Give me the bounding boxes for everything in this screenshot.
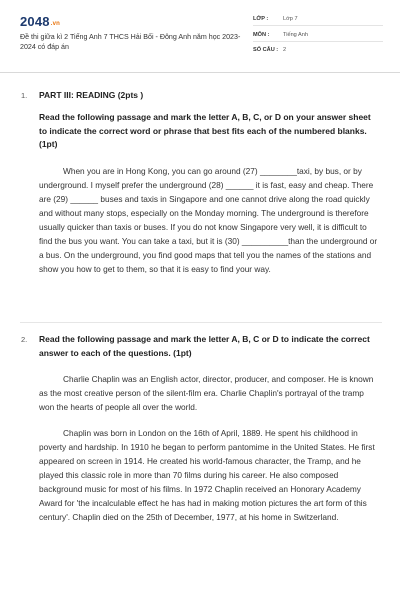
logo-text: 2048: [20, 14, 50, 29]
logo-suffix: .vn: [50, 21, 61, 27]
question-number: 2.: [21, 335, 28, 344]
question-divider: [20, 322, 382, 323]
meta-class-value: Lớp 7: [283, 16, 298, 22]
question-number: 1.: [21, 91, 28, 100]
question-instruction: Read the following passage and mark the letter A, B, C, or D on your answer sheet to indicate the correct word or phrase that best fits each of the numbered blanks. (1pt): [39, 112, 371, 150]
meta-subject-value: Tiếng Anh: [283, 32, 308, 38]
question-instruction: Read the following passage and mark the letter A, B, C or D to indicate the correct answer to each of the questions. (1pt): [39, 334, 370, 358]
meta-divider: [253, 41, 383, 42]
document-title: Đề thi giữa kì 2 Tiếng Anh 7 THCS Hải Bối - Đông Anh năm học 2023-2024 có đáp án: [20, 33, 241, 51]
meta-subject-label: MÔN :: [253, 32, 270, 38]
reading-passage-paragraph-2: Chaplin was born in London on the 16th of April, 1889. He spent his childhood in poverty and hardship. In 1910 he began to perform pantomime in the United States. He first appeared on screen in 1914. He created his world-famous character, the Tramp, and he played this classic role in more than 70 films during his career. He also composed background music for most of his films. In 1972 Chaplin received an Honorary Academy Award for 'the incalculable effect he has had in making motion pictures the art form of this century'. Chaplin died on the 25th of December, 1977, at his home in Switzerland.: [39, 428, 375, 522]
meta-class-label: LỚP :: [253, 16, 269, 22]
meta-count-value: 2: [283, 47, 287, 53]
site-logo[interactable]: [20, 14, 60, 29]
reading-passage-paragraph-1: Charlie Chaplin was an English actor, director, producer, and composer. He is known as the most creative person of the silent-film era. Charlie Chaplin's portrayal of the tramp won the hearts of people all over the world.: [39, 374, 374, 412]
meta-count-label: SỐ CÂU :: [253, 47, 279, 53]
part-heading: PART III: READING (2pts ): [39, 90, 144, 100]
reading-passage: When you are in Hong Kong, you can go around (27) ________taxi, by bus, or by underground. I myself prefer the underground (28) ______ it is fast, easy and cheap. There are (29) ______ buses and taxis in Singapore and one cannot drive along the road quickly and without many stops, especially on the Monday morning. The underground is therefore usually quicker than taxis or buses. If you do not know Singapore very well, it is difficult to find the bus you want. You can take a taxi, but it is (30) __________than the underground or a bus. On the underground, you find good maps that tell you the names of the stations and show you how to get to them, so that it is easy to find your way.: [39, 166, 378, 274]
page-header: [0, 0, 400, 68]
meta-divider: [253, 25, 383, 26]
header-divider: [0, 72, 400, 73]
